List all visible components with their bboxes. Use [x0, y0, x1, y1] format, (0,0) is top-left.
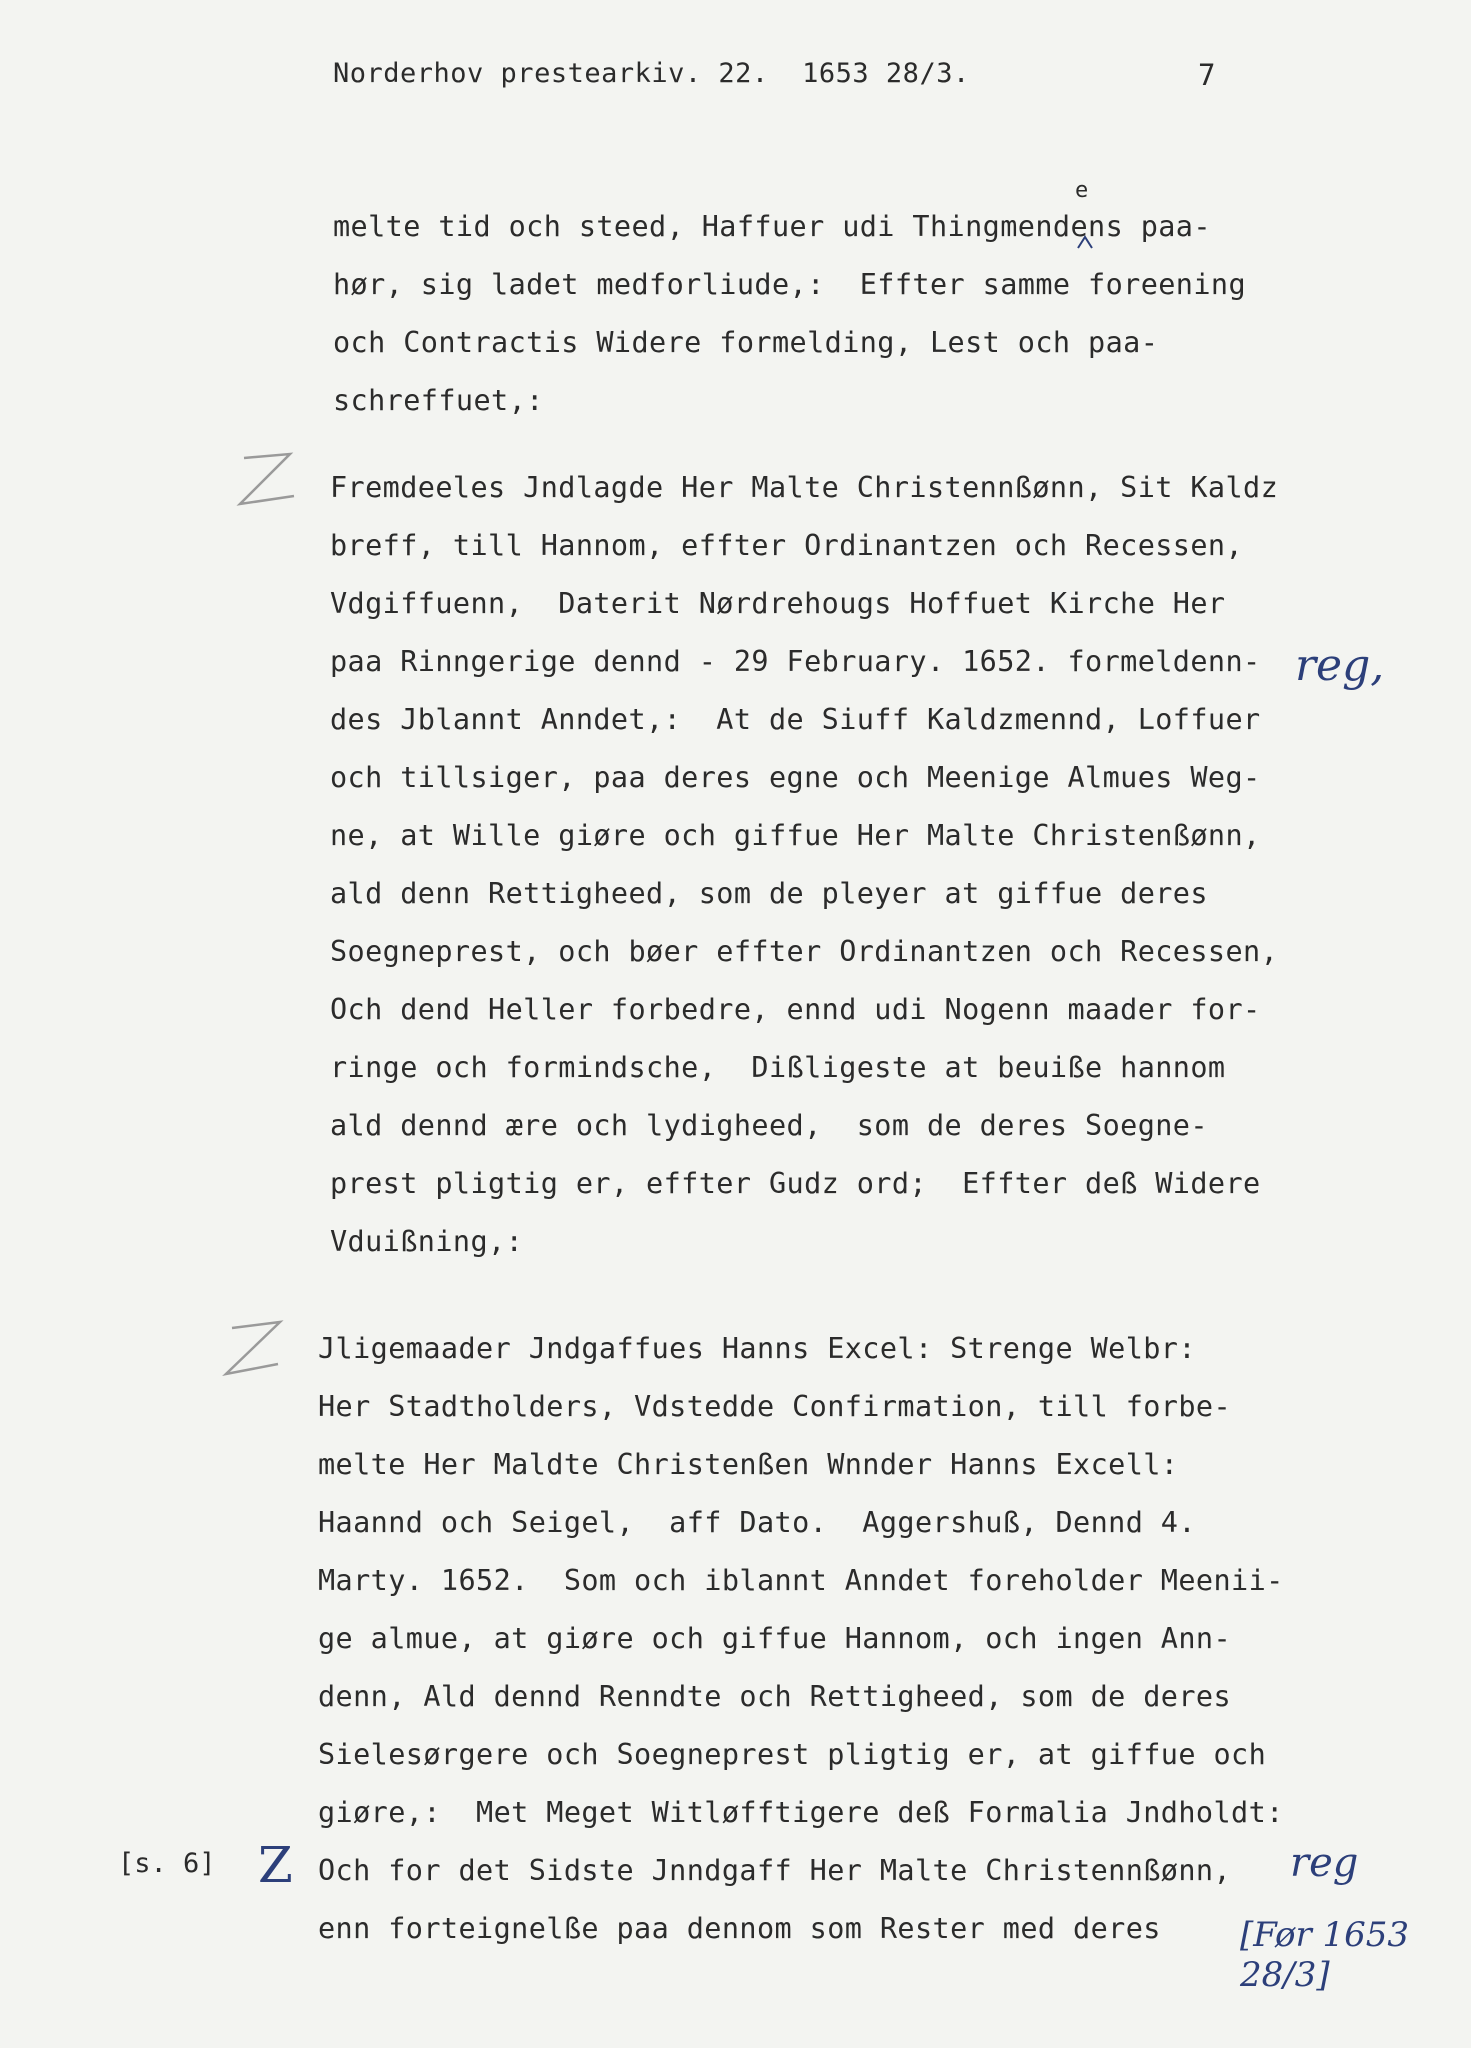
text-line: ge almue, at giøre och giffue Hannom, och ingen Ann-	[318, 1622, 1232, 1655]
text-line: paa Rinngerige dennd - 29 February. 1652. formeldenn-	[330, 645, 1261, 678]
text-line: ne, at Wille giøre och giffue Her Malte Christenßønn,	[330, 819, 1261, 852]
text-line: Vduißning,:	[330, 1225, 524, 1258]
text-line: giøre,: Met Meget Witløfftigere deß Formalia Jndholdt:	[318, 1796, 1284, 1829]
text-line: ringe och formindsche, Dißligeste at beuiße hannom	[330, 1051, 1226, 1084]
caret-icon	[1076, 234, 1094, 250]
text-line: denn, Ald dennd Renndte och Rettigheed, som de deres	[318, 1680, 1232, 1713]
pencil-z-mark-1	[232, 450, 302, 510]
text-line: breff, till Hannom, effter Ordinantzen och Recessen,	[330, 529, 1244, 562]
text-line: des Jblannt Anndet,: At de Siuff Kaldzmennd, Loffuer	[330, 703, 1261, 736]
text-line: och tillsiger, paa deres egne och Meenige Almues Weg-	[330, 761, 1261, 794]
text-line: melte tid och steed, Haffuer udi Thingmendens paa-	[333, 210, 1211, 243]
text-line: enn forteignelße paa dennom som Rester med deres	[318, 1912, 1161, 1945]
text-line: ald dennd ære och lydigheed, som de deres Soegne-	[330, 1109, 1208, 1142]
text-line: schreffuet,:	[333, 384, 544, 417]
insertion-mark: e	[1075, 178, 1089, 203]
text-line: Her Stadtholders, Vdstedde Confirmation, till forbe-	[318, 1390, 1232, 1423]
page-header: Norderhov prestearkiv. 22. 1653 28/3.	[333, 58, 970, 89]
page-reference: [s. 6]	[118, 1848, 216, 1879]
text-line: prest pligtig er, effter Gudz ord; Effter deß Widere	[330, 1167, 1261, 1200]
blue-z-mark: Z	[258, 1836, 293, 1894]
text-line: hør, sig ladet medforliude,: Effter samme foreening	[333, 268, 1247, 301]
page-number: 7	[1198, 58, 1216, 92]
handwritten-reg-note-2: reg	[1290, 1840, 1359, 1886]
pencil-z-mark-2	[218, 1318, 290, 1380]
text-line: Marty. 1652. Som och iblannt Anndet foreholder Meenii-	[318, 1564, 1284, 1597]
handwritten-date-note: [Før 1653 28/3]	[1240, 1915, 1410, 1995]
text-line: Sielesørgere och Soegneprest pligtig er, at giffue och	[318, 1738, 1267, 1771]
text-line: ald denn Rettigheed, som de pleyer at giffue deres	[330, 877, 1208, 910]
text-line: melte Her Maldte Christenßen Wnnder Hanns Excell:	[318, 1448, 1179, 1481]
text-line: Haannd och Seigel, aff Dato. Aggershuß, Dennd 4.	[318, 1506, 1196, 1539]
text-line: Vdgiffuenn, Daterit Nørdrehougs Hoffuet Kirche Her	[330, 587, 1226, 620]
handwritten-reg-note: reg,	[1295, 640, 1385, 691]
text-line: och Contractis Widere formelding, Lest och paa-	[333, 326, 1159, 359]
text-line: Och for det Sidste Jnndgaff Her Malte Christennßønn,	[318, 1854, 1232, 1887]
text-line: Och dend Heller forbedre, ennd udi Nogenn maader for-	[330, 993, 1261, 1026]
text-line: Jligemaader Jndgaffues Hanns Excel: Strenge Welbr:	[318, 1332, 1196, 1365]
text-line: Soegneprest, och bøer effter Ordinantzen och Recessen,	[330, 935, 1279, 968]
text-line: Fremdeeles Jndlagde Her Malte Christennßønn, Sit Kaldz	[330, 471, 1279, 504]
